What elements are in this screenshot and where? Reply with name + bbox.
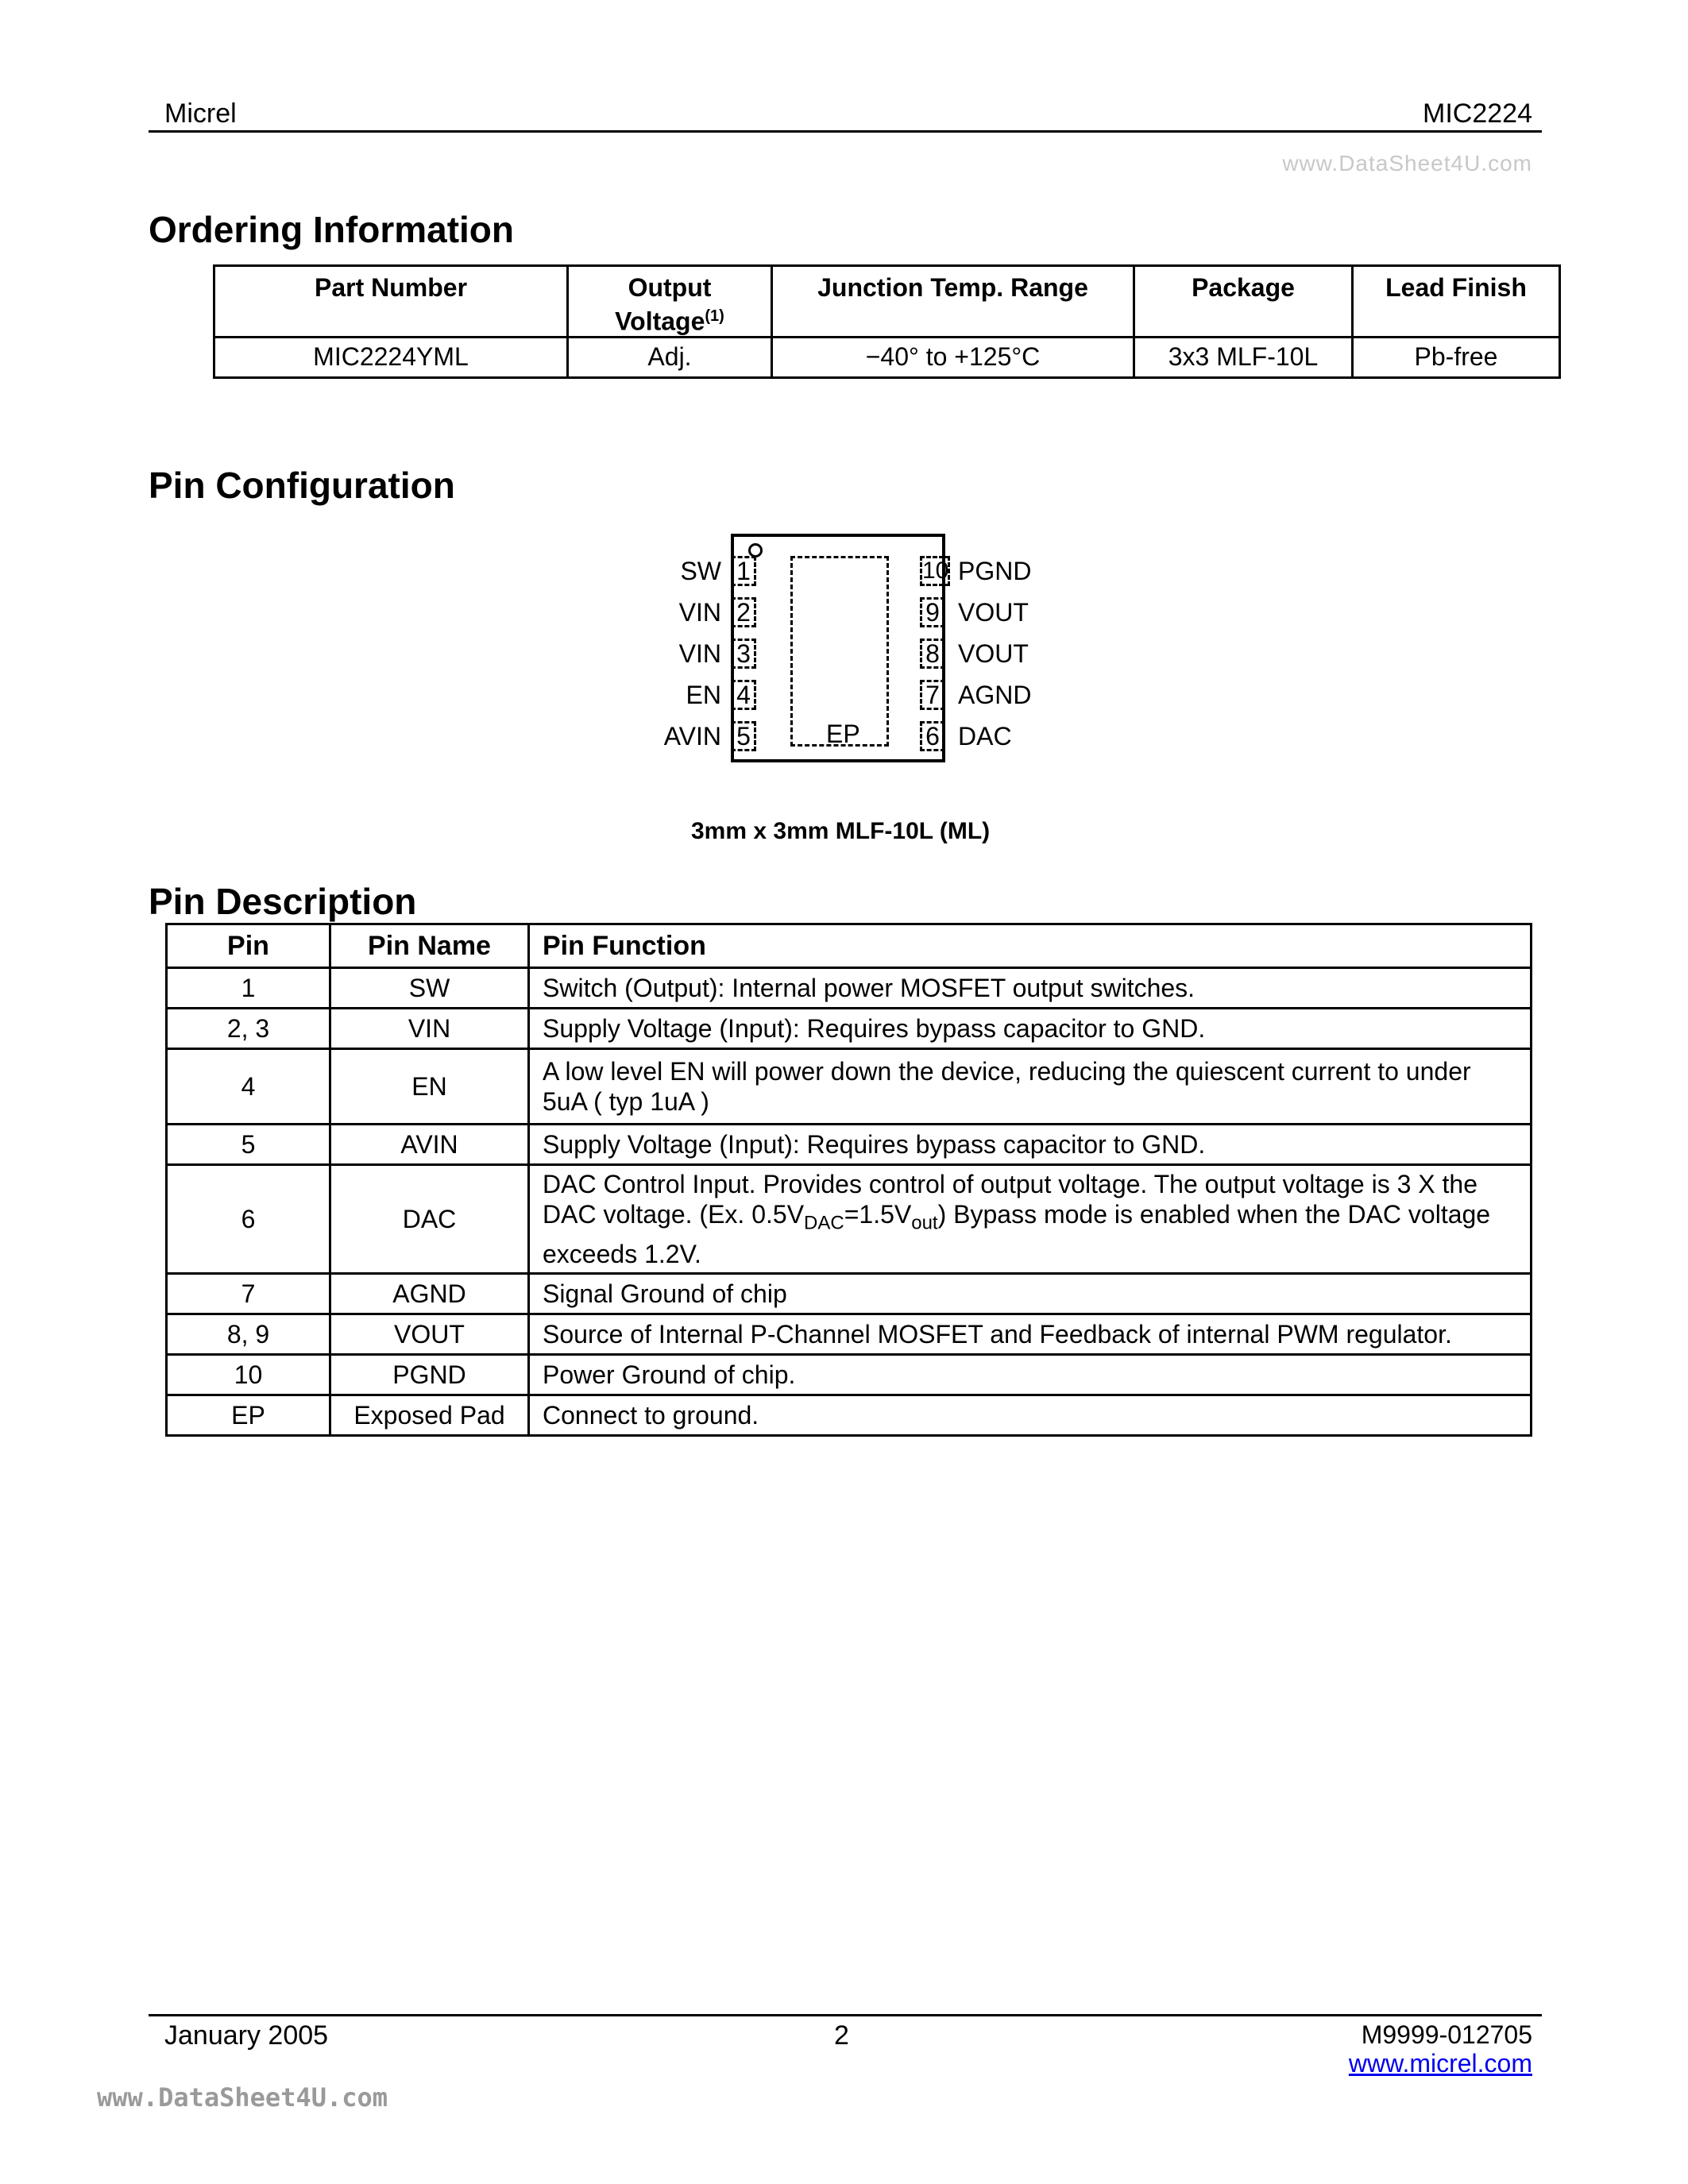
ordering-row	[214, 337, 1560, 377]
dac-subscript: DAC	[804, 1212, 844, 1234]
right-pin-name-6: DAC	[958, 722, 1012, 751]
pin-number: 5	[167, 1125, 330, 1165]
table-row	[167, 1125, 1532, 1165]
pin-desc-header-row	[167, 924, 1532, 968]
ordering-header-row	[214, 266, 1560, 338]
table-row	[167, 1049, 1532, 1125]
table-row	[167, 1355, 1532, 1395]
left-pin-name-5: AVIN	[663, 722, 721, 751]
left-pin-number-5: 5	[731, 721, 756, 751]
pin-function: Switch (Output): Internal power MOSFET output switches.	[529, 968, 1532, 1009]
diagram-caption: 3mm x 3mm MLF-10L (ML)	[691, 818, 991, 844]
ordering-header-voltage: Voltage	[615, 307, 705, 336]
pin-number: 6	[167, 1165, 330, 1274]
right-pin-number-6: 6	[920, 721, 945, 751]
ordering-lead-finish: Pb-free	[1353, 337, 1560, 377]
dac-func-text-a: DAC Control Input. Provides control of output voltage. The output voltage is 3 X the DAC voltage. (Ex. 0.5V	[543, 1170, 1477, 1229]
left-pin-name-3: VIN	[678, 639, 721, 668]
pin-name: AGND	[330, 1274, 529, 1314]
pin-number: 4	[167, 1049, 330, 1125]
ordering-table	[213, 264, 1561, 379]
watermark-bottom: www.DataSheet4U.com	[97, 2082, 388, 2113]
pin-number: 7	[167, 1274, 330, 1314]
header-pin: Pin	[167, 924, 330, 968]
pin-function: A low level EN will power down the device, reducing the quiescent current to under 5uA ( typ 1uA )	[529, 1049, 1532, 1125]
pin-name: AVIN	[330, 1125, 529, 1165]
ordering-package: 3x3 MLF-10L	[1134, 337, 1353, 377]
pin-function	[529, 1165, 1532, 1274]
ordering-header-part-number: Part Number	[214, 266, 568, 338]
dac-func-text-c: ) Bypass mode is enabled when the DAC voltage exceeds 1.2V.	[543, 1200, 1491, 1268]
footer-date: January 2005	[164, 2020, 329, 2051]
left-pin-number-2: 2	[731, 597, 756, 627]
pin-description-table	[165, 923, 1532, 1437]
ep-label: EP	[826, 720, 860, 748]
footnote-marker: (1)	[705, 307, 724, 325]
right-pin-name-9: VOUT	[958, 598, 1029, 627]
exposed-pad-outline	[790, 556, 889, 747]
out-subscript: out	[911, 1212, 938, 1234]
ordering-header-temp-range: Junction Temp. Range	[772, 266, 1134, 338]
right-pin-number-10: 10	[920, 556, 950, 586]
pin-name: VOUT	[330, 1314, 529, 1355]
pin-name: DAC	[330, 1165, 529, 1274]
table-row	[167, 1314, 1532, 1355]
footer-website-link[interactable]: www.micrel.com	[1348, 2049, 1532, 2078]
ordering-header-package: Package	[1134, 266, 1353, 338]
pin-number: 2, 3	[167, 1009, 330, 1049]
left-pin-name-2: VIN	[678, 598, 721, 627]
table-row	[167, 1165, 1532, 1274]
pin-number: 10	[167, 1355, 330, 1395]
pin-name: VIN	[330, 1009, 529, 1049]
left-pin-number-4: 4	[731, 680, 756, 710]
ordering-temp-range: −40° to +125°C	[772, 337, 1134, 377]
header-part-number: MIC2224	[1423, 98, 1532, 129]
pin-name: Exposed Pad	[330, 1395, 529, 1436]
pin-name: EN	[330, 1049, 529, 1125]
ordering-output-voltage: Adj.	[568, 337, 772, 377]
header-pin-function: Pin Function	[529, 924, 1532, 968]
ordering-part-number: MIC2224YML	[214, 337, 568, 377]
header-pin-name: Pin Name	[330, 924, 529, 968]
pin-number: EP	[167, 1395, 330, 1436]
pin-function: Signal Ground of chip	[529, 1274, 1532, 1314]
footer-rule	[149, 2014, 1542, 2016]
ordering-header-output: Output	[628, 273, 712, 302]
pin-function: Supply Voltage (Input): Requires bypass capacitor to GND.	[529, 1009, 1532, 1049]
pin-name: PGND	[330, 1355, 529, 1395]
left-pin-number-3: 3	[731, 639, 756, 669]
ordering-header-output-voltage	[568, 266, 772, 338]
pin-number: 1	[167, 968, 330, 1009]
left-pin-name-1: SW	[680, 557, 721, 585]
pin-name: SW	[330, 968, 529, 1009]
footer-doc-id: M9999-012705	[1361, 2020, 1532, 2049]
pin-function: Power Ground of chip.	[529, 1355, 1532, 1395]
left-pin-number-1: 1	[731, 556, 756, 586]
header-company: Micrel	[164, 98, 237, 129]
ordering-header-lead-finish: Lead Finish	[1353, 266, 1560, 338]
header-rule	[149, 130, 1542, 133]
table-row	[167, 1395, 1532, 1436]
pin-config-title: Pin Configuration	[149, 465, 455, 506]
ordering-title: Ordering Information	[149, 209, 514, 250]
left-pin-name-4: EN	[686, 681, 721, 709]
pin-description-title: Pin Description	[149, 881, 417, 922]
pin-function: Connect to ground.	[529, 1395, 1532, 1436]
watermark-top: www.DataSheet4U.com	[1282, 151, 1532, 176]
right-pin-name-7: AGND	[958, 681, 1032, 709]
right-pin-number-8: 8	[920, 639, 945, 669]
table-row	[167, 1009, 1532, 1049]
pin-number: 8, 9	[167, 1314, 330, 1355]
pin-function: Source of Internal P-Channel MOSFET and Feedback of internal PWM regulator.	[529, 1314, 1532, 1355]
table-row	[167, 1274, 1532, 1314]
right-pin-name-10: PGND	[958, 557, 1032, 585]
right-pin-number-7: 7	[920, 680, 945, 710]
right-pin-name-8: VOUT	[958, 639, 1029, 668]
dac-func-text-b: =1.5V	[844, 1200, 912, 1229]
right-pin-number-9: 9	[920, 597, 945, 627]
footer-page-number: 2	[834, 2020, 849, 2051]
pin-config-diagram	[620, 524, 1064, 786]
pin-function: Supply Voltage (Input): Requires bypass capacitor to GND.	[529, 1125, 1532, 1165]
table-row	[167, 968, 1532, 1009]
